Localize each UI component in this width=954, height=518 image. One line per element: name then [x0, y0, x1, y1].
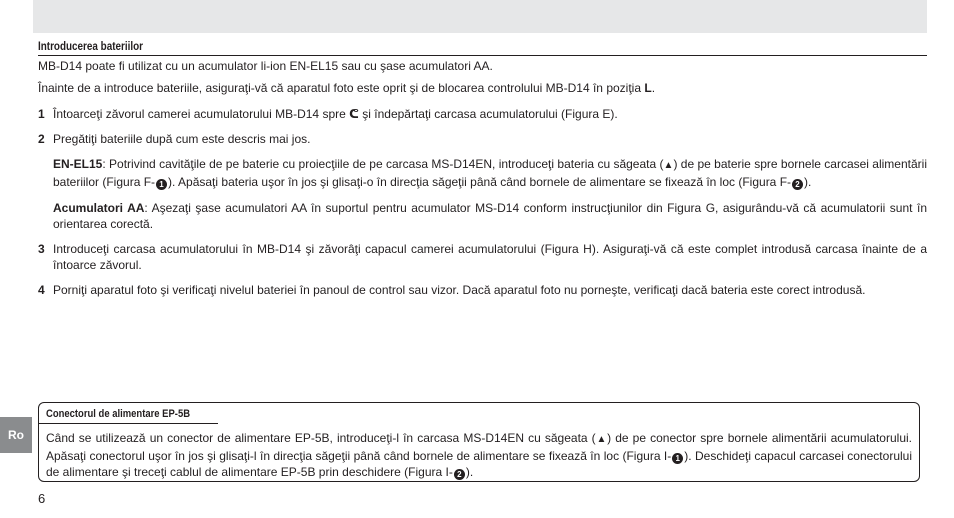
arrow-triangle-icon: ▲ [595, 434, 608, 445]
step-3: 3 Introduceţi carcasa acumulatorului în MB-D14 şi zăvorâţi capacul camerei acumulatorului (Figura H). Asiguraţi-vă că este complet introdusă carcasa înainte de a întoarce zăvorul. [38, 242, 927, 272]
intro-paragraph-1: MB-D14 poate fi utilizat cu un acumulator li-ion EN-EL15 sau cu şase acumulatori AA. [38, 59, 493, 73]
main-content [38, 58, 927, 298]
aa-label: Acumulatori AA [53, 201, 145, 215]
step-1: 1 Întoarceţi zăvorul camerei acumulatorului MB-D14 spre ᕦ şi îndepărtaţi carcasa acumulatorului (Figura E). [38, 107, 618, 121]
en-el15-paragraph: EN-EL15: Potrivind cavităţile de pe baterie cu proiecţiile de pe carcasa MS-D14EN, introduceţi bateria cu săgeata (▲) de pe baterie spre bornele carcasei alimentării bateriilor (Figura F- 1 ). Apăsaţi bateria uşor în jos şi glisaţi-o în direcţia săgeţii până când bornele de alimentare se fixează în loc (Figura F- 2 ). [53, 157, 927, 189]
section-title: Introducerea bateriilor [38, 41, 143, 53]
header-bar [33, 0, 927, 33]
note-box-title-rule [38, 423, 218, 424]
intro-paragraph-2: Înainte de a introduce bateriile, asiguraţi-vă că aparatul foto este oprit şi de blocarea controlului MB-D14 în poziţia L. [38, 81, 656, 95]
step-number: 3 [38, 242, 45, 256]
circled-number-1-icon: 1 [156, 179, 167, 190]
step-number: 2 [38, 132, 45, 146]
unlock-arrow-icon: ᕦ [349, 107, 359, 121]
language-tab: Ro [0, 417, 32, 453]
note-box-title: Conectorul de alimentare EP-5B [46, 408, 191, 420]
step-4: 4 Porniţi aparatul foto şi verificaţi nivelul bateriei în panoul de control sau vizor. Dacă aparatul foto nu porneşte, verificaţi dacă bateria este corect introdusă. [38, 283, 866, 297]
step-2: 2 Pregătiţi bateriile după cum este descris mai jos. [38, 132, 311, 146]
circled-number-1-icon: 1 [672, 453, 683, 464]
step-number: 4 [38, 283, 45, 297]
title-rule [38, 55, 927, 56]
page-number: 6 [38, 491, 46, 506]
aa-paragraph: Acumulatori AA: Aşezaţi şase acumulatori AA în suportul pentru acumulator MS-D14 conform instrucţiunilor din Figura G, asigurându-vă că acumulatorii sunt în orientarea corectă. [53, 201, 927, 231]
arrow-triangle-icon: ▲ [663, 160, 674, 171]
circled-number-2-icon: 2 [454, 469, 465, 480]
en-el15-label: EN-EL15 [53, 157, 103, 171]
note-box-body: Când se utilizează un conector de alimentare EP-5B, introduceţi-l în carcasa MS-D14EN cu săgeata (▲) de pe conector spre bornele alimentării acumulatorului. Apăsaţi conectorul uşor în jos şi glisaţi-l în direcţia săgeţii până când bornele de alimentare se fixează în loc (Figura I- 1 ). Deschideţi capacul carcasei conectorului de alimentare şi treceţi cablul de alimentare EP-5B prin deschidere (Figura I- 2 ). [46, 431, 912, 479]
lock-position-label: L [644, 81, 652, 95]
circled-number-2-icon: 2 [792, 179, 803, 190]
step-number: 1 [38, 107, 45, 121]
